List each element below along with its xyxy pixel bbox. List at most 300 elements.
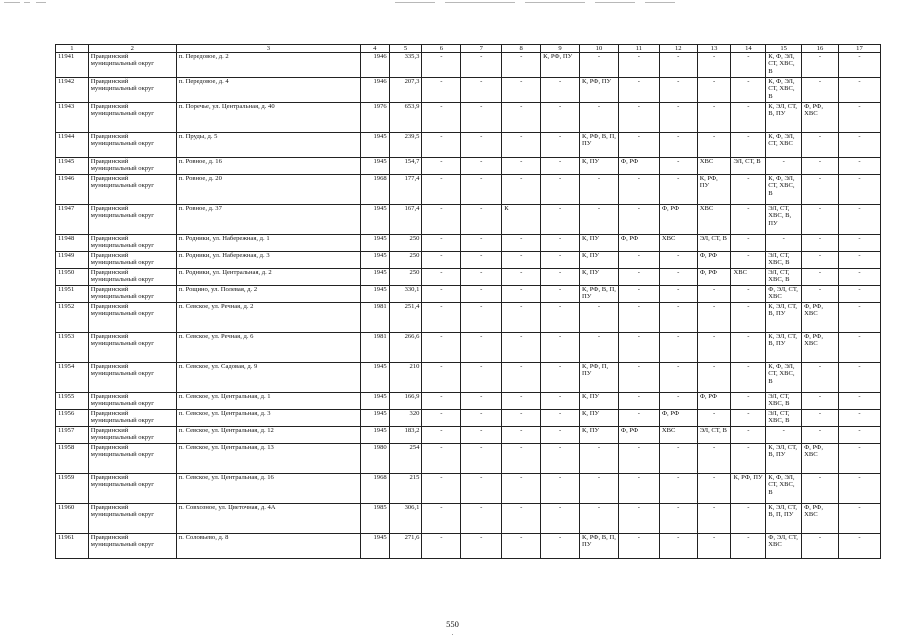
table-cell: 1945 — [361, 158, 390, 175]
table-cell: Ф, РФ — [697, 269, 731, 286]
column-header: 14 — [731, 45, 766, 53]
table-cell: - — [502, 133, 541, 158]
table-cell: 11961 — [56, 534, 89, 559]
table-cell: - — [422, 303, 461, 333]
table-cell: - — [422, 363, 461, 393]
table-cell: - — [502, 444, 541, 474]
table-row — [56, 133, 881, 158]
table-cell: 1985 — [361, 504, 390, 534]
table-row — [56, 158, 881, 175]
table-row — [56, 534, 881, 559]
table-cell: - — [731, 333, 766, 363]
table-cell: - — [802, 534, 839, 559]
table-cell: п. Севское, ул. Центральная, д. 12 — [176, 427, 360, 444]
table-cell: п. Рощино, ул. Полевая, д. 2 — [176, 286, 360, 303]
table-cell: - — [422, 427, 461, 444]
table-cell: - — [461, 393, 502, 410]
table-cell: - — [802, 205, 839, 235]
table-cell: 11959 — [56, 474, 89, 504]
table-cell: - — [618, 252, 659, 269]
table-cell: - — [731, 133, 766, 158]
table-cell: К, ПУ — [580, 410, 619, 427]
table-cell: Правдинский муниципальный округ — [88, 175, 176, 205]
table-cell: - — [618, 175, 659, 205]
table-cell: - — [659, 78, 697, 103]
table-cell: К, Ф, ЭЛ, СТ, ХВС, В — [766, 78, 802, 103]
table-cell: - — [422, 333, 461, 363]
table-cell: 11944 — [56, 133, 89, 158]
table-cell: п. Совхозное, ул. Цветочная, д. 4А — [176, 504, 360, 534]
table-cell: - — [502, 175, 541, 205]
table-cell: - — [731, 78, 766, 103]
table-cell: ЭЛ, СТ, ХВС, В, ПУ — [766, 205, 802, 235]
table-cell: - — [659, 474, 697, 504]
table-cell: - — [541, 410, 580, 427]
table-cell: 1945 — [361, 205, 390, 235]
table-cell: - — [618, 133, 659, 158]
table-cell: - — [541, 252, 580, 269]
table-cell: - — [731, 444, 766, 474]
table-cell: - — [502, 103, 541, 133]
table-cell: Ф, РФ — [618, 427, 659, 444]
table-cell: - — [541, 269, 580, 286]
table-cell: ЭЛ, СТ, ХВС, В — [766, 393, 802, 410]
table-cell: - — [461, 78, 502, 103]
column-header: 12 — [659, 45, 697, 53]
table-cell: - — [618, 504, 659, 534]
table-cell: - — [659, 444, 697, 474]
table-cell: - — [461, 158, 502, 175]
table-cell: 11943 — [56, 103, 89, 133]
table-cell: - — [502, 286, 541, 303]
table-cell: 207,3 — [389, 78, 422, 103]
table-cell: - — [731, 363, 766, 393]
table-cell: 1945 — [361, 269, 390, 286]
header-strip — [0, 0, 905, 8]
column-header: 10 — [580, 45, 619, 53]
table-cell: п. Родники, ул. Центральная, д. 2 — [176, 269, 360, 286]
table-cell: - — [618, 393, 659, 410]
table-cell: 11954 — [56, 363, 89, 393]
table-cell: - — [422, 504, 461, 534]
table-cell: - — [618, 53, 659, 78]
table-row — [56, 175, 881, 205]
table-cell: - — [802, 133, 839, 158]
table-cell: Правдинский муниципальный округ — [88, 252, 176, 269]
table-cell: - — [802, 363, 839, 393]
table-cell: - — [541, 393, 580, 410]
table-cell: 11941 — [56, 53, 89, 78]
table-cell: - — [580, 205, 619, 235]
table-row — [56, 103, 881, 133]
table-cell: Ф, РФ — [697, 393, 731, 410]
table-cell: - — [422, 205, 461, 235]
table-row — [56, 444, 881, 474]
column-header: 4 — [361, 45, 390, 53]
table-cell: - — [422, 393, 461, 410]
table-cell: - — [461, 133, 502, 158]
table-cell: - — [659, 534, 697, 559]
table-cell: - — [580, 444, 619, 474]
table-row — [56, 504, 881, 534]
table-cell: п. Передовое, д. 4 — [176, 78, 360, 103]
table-cell: - — [541, 333, 580, 363]
table-cell: К, ПУ — [580, 393, 619, 410]
table-cell: Правдинский муниципальный округ — [88, 286, 176, 303]
table-cell: 11952 — [56, 303, 89, 333]
table-cell: - — [502, 363, 541, 393]
table-cell: п. Севское, ул. Центральная, д. 13 — [176, 444, 360, 474]
table-cell: - — [618, 534, 659, 559]
table-cell: - — [580, 175, 619, 205]
table-cell: Правдинский муниципальный округ — [88, 363, 176, 393]
table-cell: п. Севское, ул. Садовая, д. 9 — [176, 363, 360, 393]
table-row — [56, 393, 881, 410]
table-cell: п. Родники, ул. Набережная, д. 3 — [176, 252, 360, 269]
table-cell: - — [502, 427, 541, 444]
table-cell: - — [838, 205, 880, 235]
table-cell: - — [838, 410, 880, 427]
table-cell: Ф, РФ — [659, 410, 697, 427]
table-cell: - — [697, 504, 731, 534]
table-cell: - — [461, 410, 502, 427]
table-cell: - — [422, 175, 461, 205]
table-cell: - — [659, 333, 697, 363]
table-cell: ХВС — [659, 427, 697, 444]
table-cell: 167,4 — [389, 205, 422, 235]
table-cell: Правдинский муниципальный округ — [88, 133, 176, 158]
table-header-row — [56, 45, 881, 53]
table-cell: - — [422, 410, 461, 427]
table-cell: - — [618, 474, 659, 504]
table-cell: - — [659, 158, 697, 175]
table-cell: 11949 — [56, 252, 89, 269]
column-header: 1 — [56, 45, 89, 53]
table-cell: п. Севское, ул. Центральная, д. 16 — [176, 474, 360, 504]
table-cell: - — [502, 235, 541, 252]
table-cell: - — [697, 303, 731, 333]
table-cell: - — [461, 534, 502, 559]
table-cell: - — [802, 269, 839, 286]
table-cell: - — [502, 410, 541, 427]
column-header: 17 — [838, 45, 880, 53]
column-header: 15 — [766, 45, 802, 53]
table-cell: - — [659, 269, 697, 286]
table-cell: Правдинский муниципальный округ — [88, 474, 176, 504]
table-cell: - — [422, 158, 461, 175]
table-cell: - — [541, 235, 580, 252]
table-cell: 183,2 — [389, 427, 422, 444]
table-cell: ЭЛ, СТ, ХВС, В — [766, 410, 802, 427]
table-cell: п. Ровное, д. 37 — [176, 205, 360, 235]
table-cell: 177,4 — [389, 175, 422, 205]
table-cell: - — [697, 410, 731, 427]
table-cell: - — [541, 504, 580, 534]
table-cell: - — [659, 303, 697, 333]
table-cell: - — [502, 534, 541, 559]
table-cell: - — [422, 133, 461, 158]
table-cell: 11947 — [56, 205, 89, 235]
table-cell: - — [461, 333, 502, 363]
table-cell: Ф, РФ — [618, 158, 659, 175]
table-cell: 210 — [389, 363, 422, 393]
table-cell: ХВС — [697, 158, 731, 175]
table-cell: - — [502, 158, 541, 175]
table-cell: п. Пруды, д. 5 — [176, 133, 360, 158]
table-cell: - — [697, 444, 731, 474]
table-cell: 1968 — [361, 175, 390, 205]
table-cell: Правдинский муниципальный округ — [88, 504, 176, 534]
table-cell: - — [802, 175, 839, 205]
table-cell: - — [461, 427, 502, 444]
table-cell: - — [731, 303, 766, 333]
page-number: 550 — [446, 619, 459, 629]
table-cell: 271,6 — [389, 534, 422, 559]
table-cell: 1946 — [361, 53, 390, 78]
table-cell: 1945 — [361, 286, 390, 303]
table-cell: - — [618, 444, 659, 474]
table-cell: К, ПУ — [580, 427, 619, 444]
table-cell: - — [766, 158, 802, 175]
table-row — [56, 235, 881, 252]
table-cell: п. Севское, ул. Центральная, д. 3 — [176, 410, 360, 427]
table-cell: Правдинский муниципальный округ — [88, 393, 176, 410]
table-cell: - — [580, 474, 619, 504]
table-cell: 11955 — [56, 393, 89, 410]
table-cell: - — [461, 175, 502, 205]
table-cell: К, Ф, ЭЛ, СТ, ХВС, В — [766, 175, 802, 205]
column-header: 6 — [422, 45, 461, 53]
table-cell: К, РФ, В, П, ПУ — [580, 286, 619, 303]
table-cell: - — [618, 410, 659, 427]
table-cell: 1976 — [361, 103, 390, 133]
table-row — [56, 427, 881, 444]
table-row — [56, 53, 881, 78]
table-cell: - — [659, 504, 697, 534]
table-cell: - — [697, 53, 731, 78]
table-cell: - — [697, 78, 731, 103]
table-cell: - — [697, 534, 731, 559]
table-cell: Правдинский муниципальный округ — [88, 303, 176, 333]
table-cell: - — [422, 444, 461, 474]
table-cell: - — [502, 474, 541, 504]
table-cell: - — [422, 53, 461, 78]
table-row — [56, 78, 881, 103]
table-cell: - — [461, 53, 502, 78]
table-cell: - — [838, 444, 880, 474]
table-cell: - — [618, 269, 659, 286]
table-cell: К, ПУ — [580, 235, 619, 252]
table-cell: ХВС — [731, 269, 766, 286]
table-cell: - — [461, 504, 502, 534]
table-cell: - — [580, 103, 619, 133]
table-cell: п. Севское, ул. Речная, д. 2 — [176, 303, 360, 333]
table-cell: К, ПУ — [580, 252, 619, 269]
table-cell: - — [697, 474, 731, 504]
table-cell: - — [461, 235, 502, 252]
table-cell: 11945 — [56, 158, 89, 175]
table-cell: - — [461, 363, 502, 393]
table-cell: Правдинский муниципальный округ — [88, 410, 176, 427]
table-cell: Правдинский муниципальный округ — [88, 534, 176, 559]
table-cell: - — [502, 504, 541, 534]
table-cell: 335,3 — [389, 53, 422, 78]
table-cell: К — [502, 205, 541, 235]
table-cell: - — [580, 504, 619, 534]
table-cell: - — [802, 252, 839, 269]
table-cell: Ф, РФ, ХВС — [802, 303, 839, 333]
table-cell: - — [838, 53, 880, 78]
table-cell: Ф, РФ — [697, 252, 731, 269]
table-cell: 11942 — [56, 78, 89, 103]
table-cell: - — [659, 393, 697, 410]
column-header: 5 — [389, 45, 422, 53]
table-row — [56, 205, 881, 235]
table-cell: - — [502, 269, 541, 286]
table-cell: - — [422, 252, 461, 269]
table-cell: ЭЛ, СТ, В — [697, 427, 731, 444]
table-cell: К, ПУ — [580, 158, 619, 175]
table-cell: - — [541, 474, 580, 504]
table-cell: К, Ф, ЭЛ, СТ, ХВС, В — [766, 474, 802, 504]
table-cell: - — [580, 303, 619, 333]
table-cell: К, Ф, ЭЛ, СТ, ХВС — [766, 133, 802, 158]
table-cell: ЭЛ, СТ, В — [731, 158, 766, 175]
table-cell: Правдинский муниципальный округ — [88, 269, 176, 286]
table-cell: - — [659, 175, 697, 205]
table-cell: - — [838, 252, 880, 269]
table-cell: - — [802, 78, 839, 103]
table-cell: п. Соловьево, д. 8 — [176, 534, 360, 559]
table-cell: - — [838, 269, 880, 286]
table-cell: ЭЛ, СТ, В — [697, 235, 731, 252]
table-cell: - — [731, 286, 766, 303]
table-cell: Ф, РФ, ХВС — [802, 333, 839, 363]
table-cell: Правдинский муниципальный округ — [88, 78, 176, 103]
table-cell: - — [731, 427, 766, 444]
table-cell: Ф, ЭЛ, СТ, ХВС — [766, 534, 802, 559]
table-cell: - — [802, 235, 839, 252]
table-cell: Ф, РФ, ХВС — [802, 444, 839, 474]
table-cell: Правдинский муниципальный округ — [88, 235, 176, 252]
table-cell: - — [802, 410, 839, 427]
table-cell: - — [697, 286, 731, 303]
table-cell: ХВС — [659, 235, 697, 252]
table-cell: - — [731, 410, 766, 427]
table-cell: Ф, РФ, ХВС — [802, 504, 839, 534]
table-cell: 11951 — [56, 286, 89, 303]
table-cell: - — [541, 175, 580, 205]
table-cell: - — [422, 286, 461, 303]
table-cell: - — [838, 333, 880, 363]
table-cell: - — [618, 103, 659, 133]
table-cell: - — [422, 269, 461, 286]
table-cell: - — [697, 103, 731, 133]
table-cell: - — [731, 534, 766, 559]
table-cell: - — [731, 252, 766, 269]
table-cell: - — [541, 133, 580, 158]
table-cell: Правдинский муниципальный округ — [88, 158, 176, 175]
table-cell: 1945 — [361, 534, 390, 559]
table-row — [56, 333, 881, 363]
table-cell: - — [541, 78, 580, 103]
table-cell: 11960 — [56, 504, 89, 534]
table-cell: 239,5 — [389, 133, 422, 158]
table-cell: 11950 — [56, 269, 89, 286]
table-cell: - — [618, 363, 659, 393]
table-cell: 320 — [389, 410, 422, 427]
table-cell: Правдинский муниципальный округ — [88, 103, 176, 133]
table-cell: 250 — [389, 235, 422, 252]
table-cell: - — [838, 504, 880, 534]
table-cell: ЭЛ, СТ, ХВС, В — [766, 269, 802, 286]
table-cell: Правдинский муниципальный округ — [88, 205, 176, 235]
table-cell: 254 — [389, 444, 422, 474]
table-cell: - — [766, 427, 802, 444]
table-cell: 266,6 — [389, 333, 422, 363]
table-cell: - — [838, 363, 880, 393]
table-cell: - — [580, 333, 619, 363]
table-cell: - — [618, 205, 659, 235]
table-cell: К, ЭЛ, СТ, В, ПУ — [766, 103, 802, 133]
table-cell: - — [697, 333, 731, 363]
column-header: 13 — [697, 45, 731, 53]
table-cell: 11946 — [56, 175, 89, 205]
table-cell: 215 — [389, 474, 422, 504]
table-cell: Правдинский муниципальный округ — [88, 333, 176, 363]
table-cell: 653,9 — [389, 103, 422, 133]
table-cell: - — [541, 158, 580, 175]
table-cell: Ф, РФ — [618, 235, 659, 252]
table-cell: - — [838, 133, 880, 158]
table-cell: К, Ф, ЭЛ, СТ, ХВС, В — [766, 53, 802, 78]
table-cell: К, ЭЛ, СТ, В, ПУ — [766, 444, 802, 474]
table-cell: п. Передовое, д. 2 — [176, 53, 360, 78]
table-cell: К, РФ, ПУ — [541, 53, 580, 78]
table-cell: - — [838, 175, 880, 205]
table-cell: 11957 — [56, 427, 89, 444]
table-cell: - — [422, 534, 461, 559]
table-row — [56, 252, 881, 269]
table-cell: - — [541, 363, 580, 393]
table-cell: - — [502, 78, 541, 103]
table-cell: - — [697, 363, 731, 393]
register-table — [55, 44, 881, 559]
table-cell: К, РФ, В, П, ПУ — [580, 133, 619, 158]
table-cell: - — [731, 235, 766, 252]
table-cell: 330,1 — [389, 286, 422, 303]
column-header: 8 — [502, 45, 541, 53]
table-cell: - — [618, 333, 659, 363]
column-header: 11 — [618, 45, 659, 53]
table-cell: - — [618, 78, 659, 103]
table-cell: - — [541, 205, 580, 235]
table-cell: - — [766, 235, 802, 252]
table-cell: п. Севское, ул. Центральная, д. 1 — [176, 393, 360, 410]
table-cell: - — [802, 474, 839, 504]
table-cell: Правдинский муниципальный округ — [88, 444, 176, 474]
table-cell: - — [502, 303, 541, 333]
table-cell: - — [461, 303, 502, 333]
table-cell: Правдинский муниципальный округ — [88, 53, 176, 78]
table-row — [56, 410, 881, 427]
table-cell: 1945 — [361, 133, 390, 158]
table-row — [56, 269, 881, 286]
table-cell: - — [461, 103, 502, 133]
table-cell: Ф, РФ — [659, 205, 697, 235]
table-cell: 11958 — [56, 444, 89, 474]
table-cell: - — [422, 474, 461, 504]
